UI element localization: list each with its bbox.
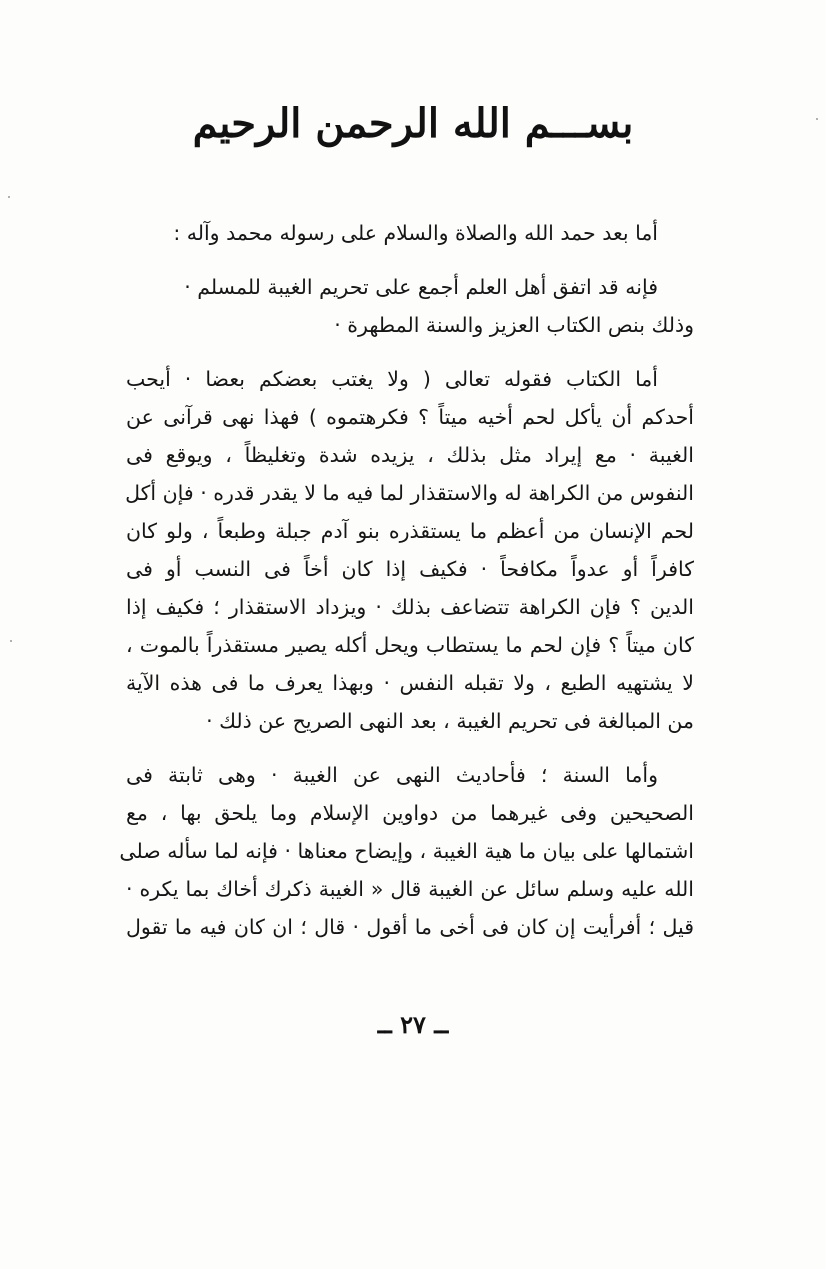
text-line: فإنه قد اتفق أهل العلم أجمع على تحريم الغيبة للمسلم · bbox=[184, 275, 658, 299]
page-number: ــ ٢٧ ــ bbox=[377, 1010, 449, 1039]
paragraph-consensus bbox=[126, 268, 694, 344]
text-line: أما بعد حمد الله والصلاة والسلام على رسوله محمد وآله : bbox=[173, 221, 658, 245]
text-line: الدين ؟ فإن الكراهة تتضاعف بذلك · ويزداد الاستقذار ؛ فكيف إذا bbox=[126, 595, 694, 619]
paragraph-opening bbox=[126, 214, 694, 252]
text-line: أحدكم أن يأكل لحم أخيه ميتاً ؟ فكرهتموه ) فهذا نهى قرآنى عن bbox=[126, 405, 694, 429]
paragraph-quran bbox=[126, 360, 694, 740]
body-text bbox=[119, 214, 694, 946]
text-line: الغيبة · مع إيراد مثل بذلك ، يزيده شدة وتغليظاً ، ويوقع فى bbox=[126, 443, 694, 467]
text-line: من المبالغة فى تحريم الغيبة ، بعد النهى الصريح عن ذلك · bbox=[206, 709, 694, 733]
page-title: بســـم الله الرحمن الرحيم bbox=[192, 100, 634, 147]
text-line: لحم الإنسان من أعظم ما يستقذره بنو آدم جبلة وطبعاً ، ولو كان bbox=[126, 519, 694, 543]
text-line: وذلك بنص الكتاب العزيز والسنة المطهرة · bbox=[334, 313, 694, 337]
paragraph-sunnah bbox=[119, 756, 694, 946]
text-line: قيل ؛ أفرأيت إن كان فى أخى ما أقول · قال ؛ ان كان فيه ما تقول bbox=[126, 915, 694, 939]
text-line: الصحيحين وفى غيرهما من دواوين الإسلام وما يلحق بها ، مع bbox=[126, 801, 694, 825]
scan-speck bbox=[8, 196, 10, 198]
text-line: كان ميتاً ؟ فإن لحم ما يستطاب ويحل أكله يصير مستقذراً بالموت ، bbox=[126, 633, 694, 657]
scan-speck bbox=[816, 118, 818, 120]
text-line: لا يشتهيه الطبع ، ولا تقبله النفس · وبهذا يعرف ما فى هذه الآية bbox=[126, 671, 694, 695]
scan-speck bbox=[10, 640, 12, 642]
text-line: كافراً أو عدواً مكافحاً · فكيف إذا كان أخاً فى النسب أو فى bbox=[126, 557, 694, 581]
text-line: أما الكتاب فقوله تعالى ( ولا يغتب بعضكم بعضا · أيحب bbox=[126, 367, 658, 391]
text-line: الله عليه وسلم سائل عن الغيبة قال « الغيبة ذكرك أخاك بما يكره · bbox=[126, 877, 694, 901]
text-line: وأما السنة ؛ فأحاديث النهى عن الغيبة · وهى ثابتة فى bbox=[126, 763, 658, 787]
text-line: اشتمالها على بيان ما هية الغيبة ، وإيضاح معناها · فإنه لما سأله صلى bbox=[119, 839, 694, 863]
text-line: النفوس من الكراهة له والاستقذار لما فيه ما لا يقدر قدره · فإن أكل bbox=[125, 481, 694, 505]
